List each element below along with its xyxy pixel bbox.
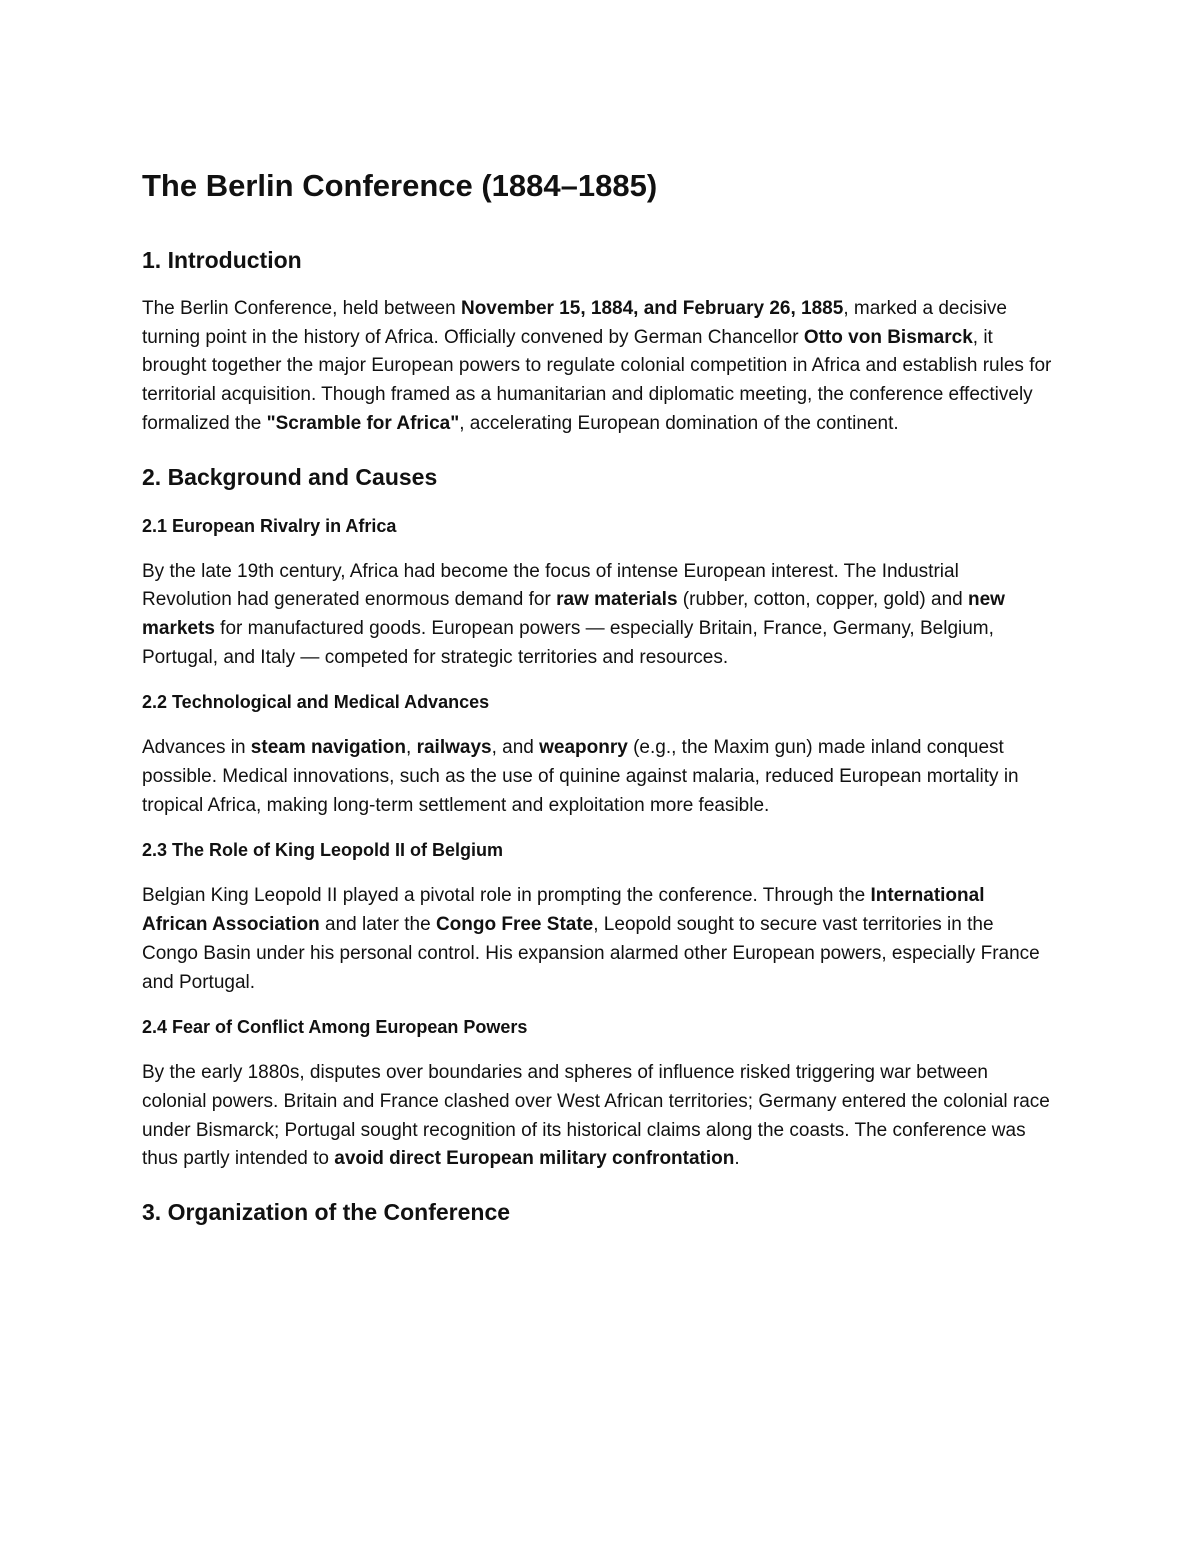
subsection-heading-rivalry: 2.1 European Rivalry in Africa [142,515,397,536]
text-run: , and [491,737,540,759]
text-run: By the early 1880s, disputes over boundaries and spheres of influence risked triggering war between colonial powers. Britain and France clashed over West African territories; Germany entered the colonial race under Bismarck; Portugal sought recognition of its historical claims along the coasts. The conference was thus partly intended to [142,1062,1050,1170]
text-run: Belgian King Leopold II played a pivotal role in prompting the conference. Through the [142,885,871,907]
text-run: , [406,737,417,759]
bold-run-confrontation: avoid direct European military confrontation [334,1148,735,1170]
text-run: and later the [319,914,436,936]
section-heading-organization: 3. Organization of the Conference [142,1199,511,1226]
bold-run-new-markets: new markets [142,589,1005,639]
text-run: , Leopold sought to secure vast territories in the Congo Basin under his personal control. His expansion alarmed other European powers, especially France and Portugal. [142,914,1040,993]
subsection-heading-technology: 2.2 Technological and Medical Advances [142,692,490,713]
text-run: , it brought together the major European powers to regulate colonial competition in Africa and establish rules for territorial acquisition. Though framed as a humanitarian and diplomatic meeting, the conference effectively formalized the [142,326,1052,434]
subsection-heading-conflict: 2.4 Fear of Conflict Among European Powers [142,1017,528,1038]
text-run: By the late 19th century, Africa had become the focus of intense European interest. The Industrial Revolution had generated enormous demand for [142,560,959,611]
text-run: , accelerating European domination of the continent. [459,412,899,434]
text-run: (e.g., the Maxim gun) made inland conquest possible. Medical innovations, such as the use of quinine against malaria, reduced European mortality in tropical Africa, making long-term settlement and exploitation more feasible. [142,737,1019,816]
section-heading-background: 2. Background and Causes [142,463,438,490]
text-run: (rubber, cotton, copper, gold) and [677,589,968,611]
text-run: , marked a decisive turning point in the history of Africa. Officially convened by German Chancellor [142,298,1007,348]
introduction-paragraph [142,295,1052,439]
leopold-paragraph [142,882,1052,997]
bold-run-congo: Congo Free State [435,914,594,936]
bold-run-bismarck: Otto von Bismarck [803,326,973,348]
technology-paragraph [142,734,1052,820]
bold-run-steam: steam navigation [250,737,407,759]
document-page [142,160,1052,1247]
bold-run-dates: November 15, 1884, and February 26, 1885 [460,298,844,319]
conflict-paragraph [142,1059,1052,1174]
text-run: Advances in [142,737,251,759]
text-run: The Berlin Conference, held between [142,298,461,319]
rivalry-paragraph [142,558,1052,673]
text-run: . [734,1148,740,1170]
bold-run-scramble: "Scramble for Africa" [266,412,460,434]
text-run: for manufactured goods. European powers — especially Britain, France, Germany, Belgium, Portugal, and Italy — competed for strategic territories and resources. [142,617,994,668]
bold-run-iaa: International African Association [142,885,985,936]
bold-run-railways: railways [416,737,492,759]
bold-run-weaponry: weaponry [539,737,628,759]
document-title: The Berlin Conference (1884–1885) [142,168,658,203]
bold-run-raw-materials: raw materials [556,589,678,611]
section-heading-introduction: 1. Introduction [142,247,302,273]
subsection-heading-leopold: 2.3 The Role of King Leopold II of Belgium [142,840,504,861]
